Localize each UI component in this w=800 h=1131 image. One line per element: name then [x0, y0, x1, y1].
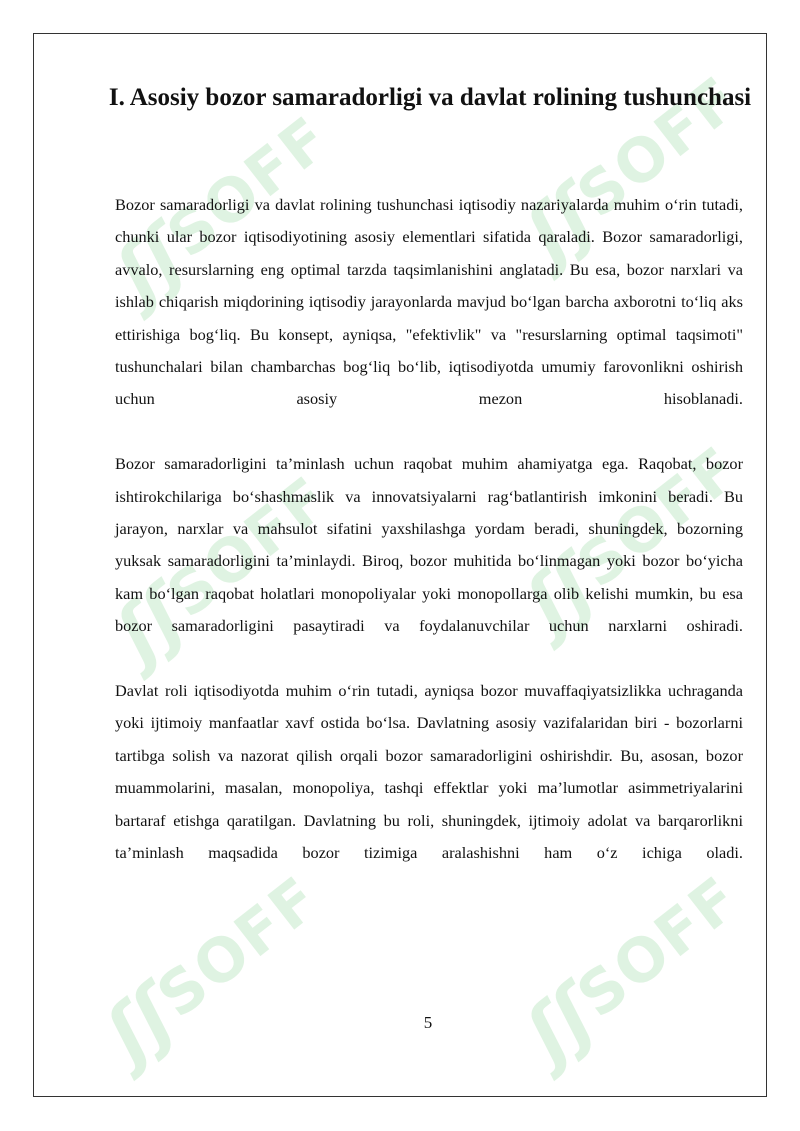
soff-watermark: ʃʃ SOFF — [509, 63, 753, 278]
paragraph: Bozor samaradorligi va davlat rolining tushunchasi iqtisodiy nazariyalarda muhim o‘rin tutadi, chunki ular bozor iqtisodiyotining asosiy elementlari sifatida qaraladi. Bozor samaradorligi, avvalo, resurslarning eng optimal tarzda taqsimlanishini anglatadi. Bu esa, bozor narxlari va ishlab chiqarish miqdorining iqtisodiy jarayonlarda mavjud bo‘lgan barcha axborotni to‘liq aks ettirishiga bog‘liq. Bu konsept, ayniqsa, "efektivlik" va "resurslarning optimal taqsimoti" tushunchalari bilan chambarchas bog‘liq bo‘lib, iqtisodiyotda umumiy farovonlikni oshirish uchun asosiy mezon hisoblanadi. — [115, 195, 743, 409]
soff-logo-icon: ʃʃ — [99, 211, 202, 318]
soff-logo-icon: ʃʃ — [89, 971, 192, 1078]
soff-watermark: ʃʃ SOFF — [509, 433, 753, 648]
document-body — [115, 189, 743, 870]
soff-watermark: ʃʃ SOFF — [509, 863, 753, 1078]
soff-logo-icon: ʃʃ — [99, 571, 202, 678]
soff-watermark: ʃʃ SOFF — [99, 463, 343, 678]
page-number: 5 — [423, 1013, 433, 1032]
soff-logo-icon: ʃʃ — [509, 541, 612, 648]
soff-logo-icon: ʃʃ — [509, 971, 612, 1078]
paragraph: Bozor samaradorligini ta’minlash uchun raqobat muhim ahamiyatga ega. Raqobat, bozor ishtirokchilariga bo‘shashmaslik va innovatsiyalarni rag‘batlantirish imkonini beradi. Bu jarayon, narxlar va mahsulot sifatini yaxshilashga yordam beradi, shuningdek, bozorning yuksak samaradorligini ta’minlaydi. Biroq, bozor muhitida bo‘linmagan yoki bozor bo‘yicha kam bo‘lgan raqobat holatlari monopoliyalar yoki monopollarga olib kelishi mumkin, bu esa bozor samaradorligini pasaytiradi va foydalanuvchilar uchun narxlarni oshiradi. — [115, 454, 743, 636]
page-title: I. Asosiy bozor samaradorligi va davlat rolining tushunchasi — [108, 84, 752, 111]
soff-watermark: ʃʃ SOFF — [99, 103, 343, 318]
paragraph: Davlat roli iqtisodiyotda muhim o‘rin tutadi, ayniqsa bozor muvaffaqiyatsizlikka uchraganda yoki ijtimoiy manfaatlar xavf ostida bo‘lsa. Davlatning asosiy vazifalaridan biri - bozorlarni tartibga solish va nazorat qilish orqali bozor samaradorligini oshirishdir. Bu, asosan, bozor muammolarini, masalan, monopoliya, tashqi effektlar yoki ma’lumotlar asimmetriyalarini bartaraf etishga qaratilgan. Davlatning bu roli, shuningdek, ijtimoiy adolat va barqarorlikni ta’minlash maqsadida bozor tizimiga aralashishni ham o‘z ichiga oladi. — [115, 681, 743, 863]
soff-watermark: ʃʃ SOFF — [89, 863, 333, 1078]
soff-logo-icon: ʃʃ — [509, 171, 612, 278]
